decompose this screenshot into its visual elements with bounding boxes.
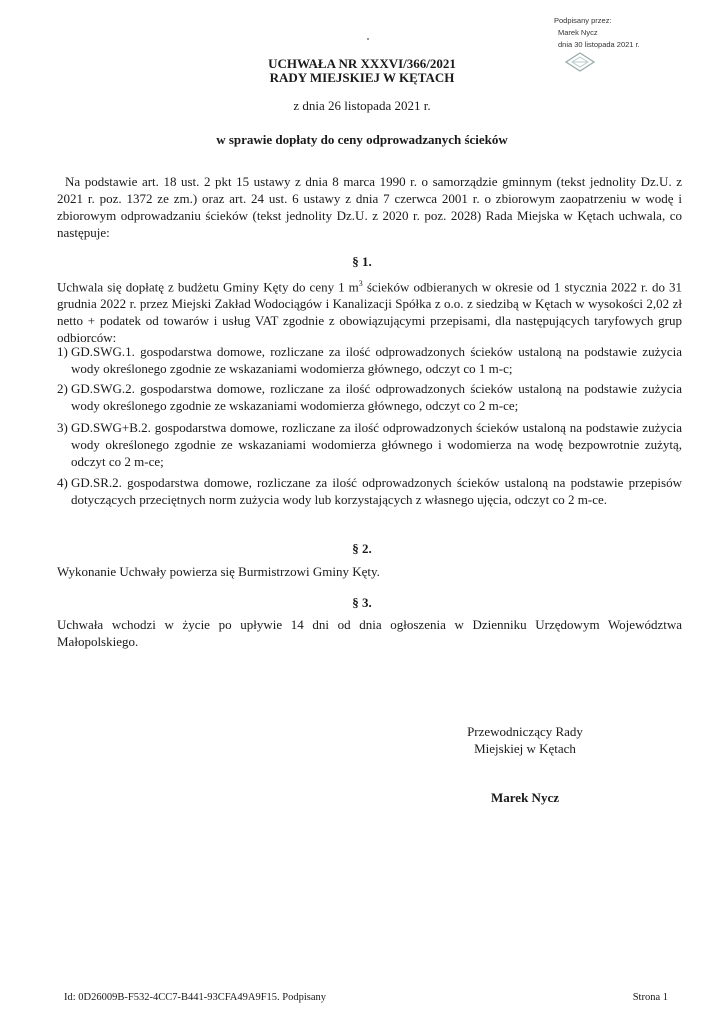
legal-basis-paragraph: Na podstawie art. 18 ust. 2 pkt 15 ustawy z dnia 8 marca 1990 r. o samorządzie gminnym (tekst jednolity Dz.U. z 2021 r. poz. 1372 ze zm.) oraz art. 24 ust. 6 ustawy z dnia 7 czerwca 2001 r. o zbiorowym zaopatrzeniu w wodę i zbiorowym odprowadzaniu ścieków (tekst jednolity Dz.U. z 2020 r. poz. 2028) Rada Miejska w Kętach uchwala, co następuje: [57,174,682,240]
electronic-signature-stamp [554,15,674,51]
section-3-text: Uchwała wchodzi w życie po upływie 14 dni od dnia ogłoszenia w Dzienniku Urzędowym Województwa Małopolskiego. [57,617,682,649]
list-item-number: 4) [57,475,68,490]
section-1-text-b: ścieków odbieranych w okresie od 1 stycznia 2022 r. do 31 grudnia 2022 r. przez Miejski Zakład Wodociągów i Kanalizacji Spółka z o.o. z siedzibą w Kętach w wysokości 2,02 zł netto + podatek od towarów i usług VAT zgodnie z obowiązującymi przepisami, dla następujących taryfowych grup odbiorców: [57,279,683,346]
signature-signer: Marek Nycz [558,28,598,37]
list-item-number: 1) [57,344,68,359]
section-2-heading: § 2. [352,541,372,556]
list-item [57,380,682,414]
signatory-name: Marek Nycz [491,790,559,805]
scan-speck [367,38,369,40]
list-item-text: GD.SWG.2. gospodarstwa domowe, rozliczane za ilość odprowadzonych ścieków ustaloną na podstawie zużycia wody określonego zgodnie ze wskazaniami wodomierza głównego, odczyt co 2 m-ce; [71,381,682,413]
section-3-heading: § 3. [352,595,372,610]
section-1-paragraph [57,275,682,346]
list-item [57,343,682,377]
resolution-date: z dnia 26 listopada 2021 r. [293,98,431,113]
section-2-text: Wykonanie Uchwały powierza się Burmistrzowi Gminy Kęty. [57,564,380,579]
signature-date: dnia 30 listopada 2021 r. [558,40,640,49]
signatory-role-line2: Miejskiej w Kętach [474,741,576,756]
signatory-role-line1: Przewodniczący Rady [467,724,583,739]
page-number: Strona 1 [632,992,668,1003]
list-item [57,474,682,508]
list-item-number: 2) [57,381,68,396]
list-item-number: 3) [57,420,68,435]
signature-label: Podpisany przez: [554,16,612,25]
list-item-text: GD.SR.2. gospodarstwa domowe, rozliczane za ilość odprowadzonych ścieków ustaloną na podstawie przepisów dotyczących przeciętnych norm zużycia wody lub korzystających z własnego ujęcia, odczyt co 2 m-ce. [71,475,682,507]
section-1-text-a: Uchwala się dopłatę z budżetu Gminy Kęty do ceny 1 m [57,279,359,295]
list-item [57,419,682,470]
resolution-subject: w sprawie dopłaty do ceny odprowadzanych ścieków [216,132,508,147]
resolution-title-line1: UCHWAŁA NR XXXVI/366/2021 [268,56,456,71]
list-item-text: GD.SWG+B.2. gospodarstwa domowe, rozliczane za ilość odprowadzonych ścieków ustaloną na podstawie zużycia wody określonego zgodnie ze wskazaniami wodomierza głównego i wodomierza na wodę bezpowrotnie zużytą, odczyt co 2 m-ce; [71,420,682,469]
document-id: Id: 0D26009B-F532-4CC7-B441-93CFA49A9F15. Podpisany [64,992,327,1003]
resolution-title-line2: RADY MIEJSKIEJ W KĘTACH [269,70,455,85]
list-item-text: GD.SWG.1. gospodarstwa domowe, rozliczane za ilość odprowadzonych ścieków ustaloną na podstawie zużycia wody określonego zgodnie ze wskazaniami wodomierza głównego, odczyt co 1 m-c; [71,344,682,376]
cubic-superscript: 3 [358,279,363,288]
section-1-heading: § 1. [352,254,372,269]
